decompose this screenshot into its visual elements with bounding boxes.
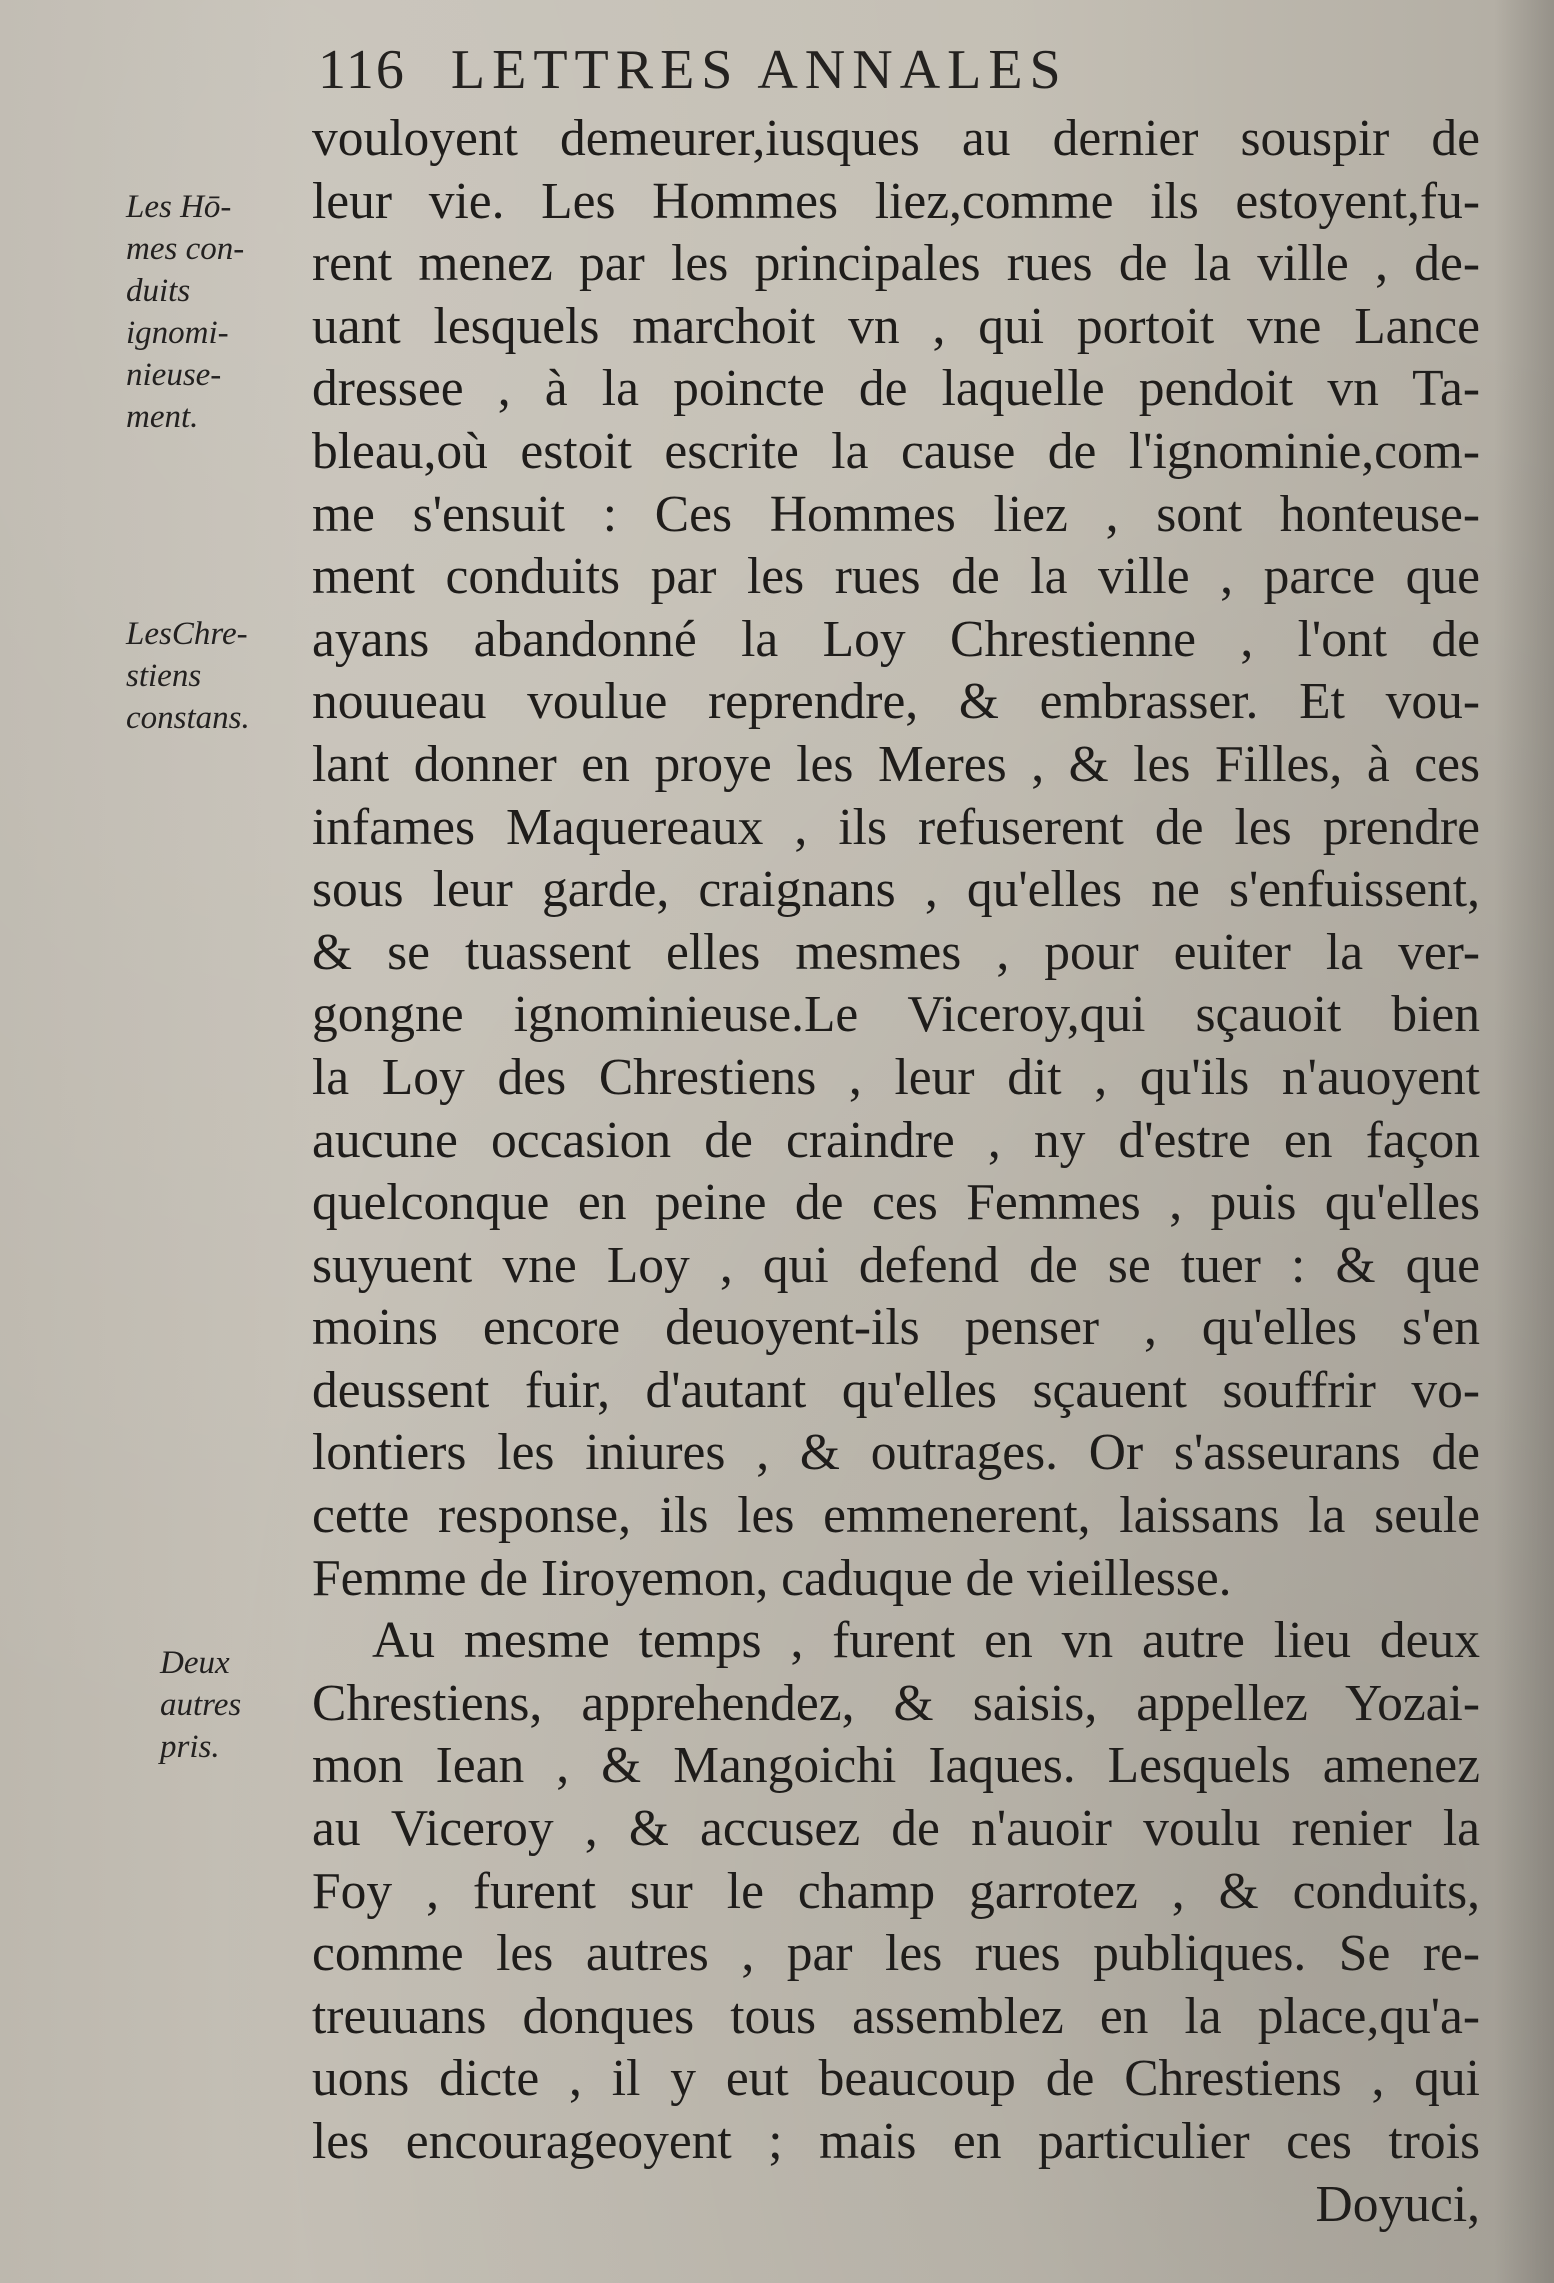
text-line: dressee , à la poincte de laquelle pendoit vn Ta- (312, 360, 1480, 418)
text-line: rent menez par les principales rues de la ville , de- (312, 235, 1480, 293)
text-line: me s'ensuit : Ces Hommes liez , sont honteuse- (312, 485, 1480, 543)
margin-note-line: stiens (126, 658, 202, 694)
text-line: uant lesquels marchoit vn , qui portoit vne Lance (312, 297, 1480, 355)
text-line: Femme de Iiroyemon, caduque de vieillesse. (312, 1549, 1232, 1607)
text-line: ayans abandonné la Loy Chrestienne , l'ont de (312, 610, 1480, 668)
text-line: & se tuassent elles mesmes , pour euiter la ver- (312, 923, 1480, 981)
running-title: LETTRES ANNALES (450, 39, 1068, 101)
text-line: ment conduits par les rues de la ville , parce que (312, 548, 1480, 606)
margin-note-line: Deux (160, 1645, 230, 1681)
margin-note-line: mes con- (126, 231, 245, 267)
page-edge-shadow (1494, 0, 1554, 2283)
text-line: la Loy des Chrestiens , leur dit , qu'ils n'auoyent (312, 1048, 1480, 1106)
text-line: suyuent vne Loy , qui defend de se tuer : & que (312, 1236, 1480, 1294)
page-number: 116 (318, 39, 406, 101)
text-line: moins encore deuoyent-ils penser , qu'elles s'en (312, 1299, 1480, 1357)
margin-note-line: nieuse- (126, 357, 222, 393)
text-line: uons dicte , il y eut beaucoup de Chrestiens , qui (312, 2050, 1480, 2108)
text-line: lontiers les iniures , & outrages. Or s'asseurans de (312, 1424, 1480, 1482)
margin-note-line: Les Hō- (126, 189, 232, 225)
text-line: lant donner en proye les Meres , & les Filles, à ces (312, 735, 1480, 793)
text-line: les encourageoyent ; mais en particulier ces trois (312, 2113, 1480, 2170)
text-line: treuuans donques tous assemblez en la place,qu'a- (312, 1987, 1480, 2045)
text-line: sous leur garde, craignans , qu'elles ne s'enfuissent, (312, 861, 1480, 919)
text-line: Au mesme temps , furent en vn autre lieu deux (372, 1612, 1480, 1670)
text-line: bleau,où estoit escrite la cause de l'ignominie,com- (312, 422, 1480, 480)
margin-note-constant-christians (126, 613, 306, 739)
text-line: vouloyent demeurer,iusques au dernier souspir de (312, 110, 1480, 167)
text-line: au Viceroy , & accusez de n'auoir voulu renier la (312, 1800, 1480, 1858)
text-line: quelconque en peine de ces Femmes , puis qu'elles (312, 1174, 1480, 1232)
text-line: infames Maquereaux , ils refuserent de les prendre (312, 798, 1480, 856)
text-line: leur vie. Les Hommes liez,comme ils estoyent,fu- (312, 172, 1480, 230)
running-header (318, 38, 1068, 102)
text-line: nouueau voulue reprendre, & embrasser. Et vou- (312, 673, 1480, 731)
margin-note-line: LesChre- (126, 616, 248, 652)
text-line: gongne ignominieuse.Le Viceroy,qui sçauoit bien (312, 986, 1480, 1044)
margin-note-line: pris. (160, 1729, 220, 1765)
margin-note-line: ignomi- (126, 315, 229, 351)
text-line: Foy , furent sur le champ garrotez , & conduits, (312, 1862, 1480, 1920)
text-line: mon Iean , & Mangoichi Iaques. Lesquels amenez (312, 1737, 1480, 1795)
text-line: comme les autres , par les rues publiques. Se re- (312, 1925, 1480, 1983)
catchword: Doyuci, (1315, 2175, 1480, 2233)
text-line: cette response, ils les emmenerent, laissans la seule (312, 1487, 1480, 1545)
margin-note-line: autres (160, 1687, 242, 1723)
margin-note-line: constans. (126, 700, 250, 736)
margin-note-ignominy (126, 186, 306, 438)
body-text (312, 108, 1480, 2236)
text-line: aucune occasion de craindre , ny d'estre en façon (312, 1111, 1480, 1169)
margin-note-line: ment. (126, 399, 199, 435)
text-line: Chrestiens, apprehendez, & saisis, appellez Yozai- (312, 1674, 1480, 1732)
margin-note-line: duits (126, 273, 191, 309)
text-line: deussent fuir, d'autant qu'elles sçauent souffrir vo- (312, 1361, 1480, 1419)
